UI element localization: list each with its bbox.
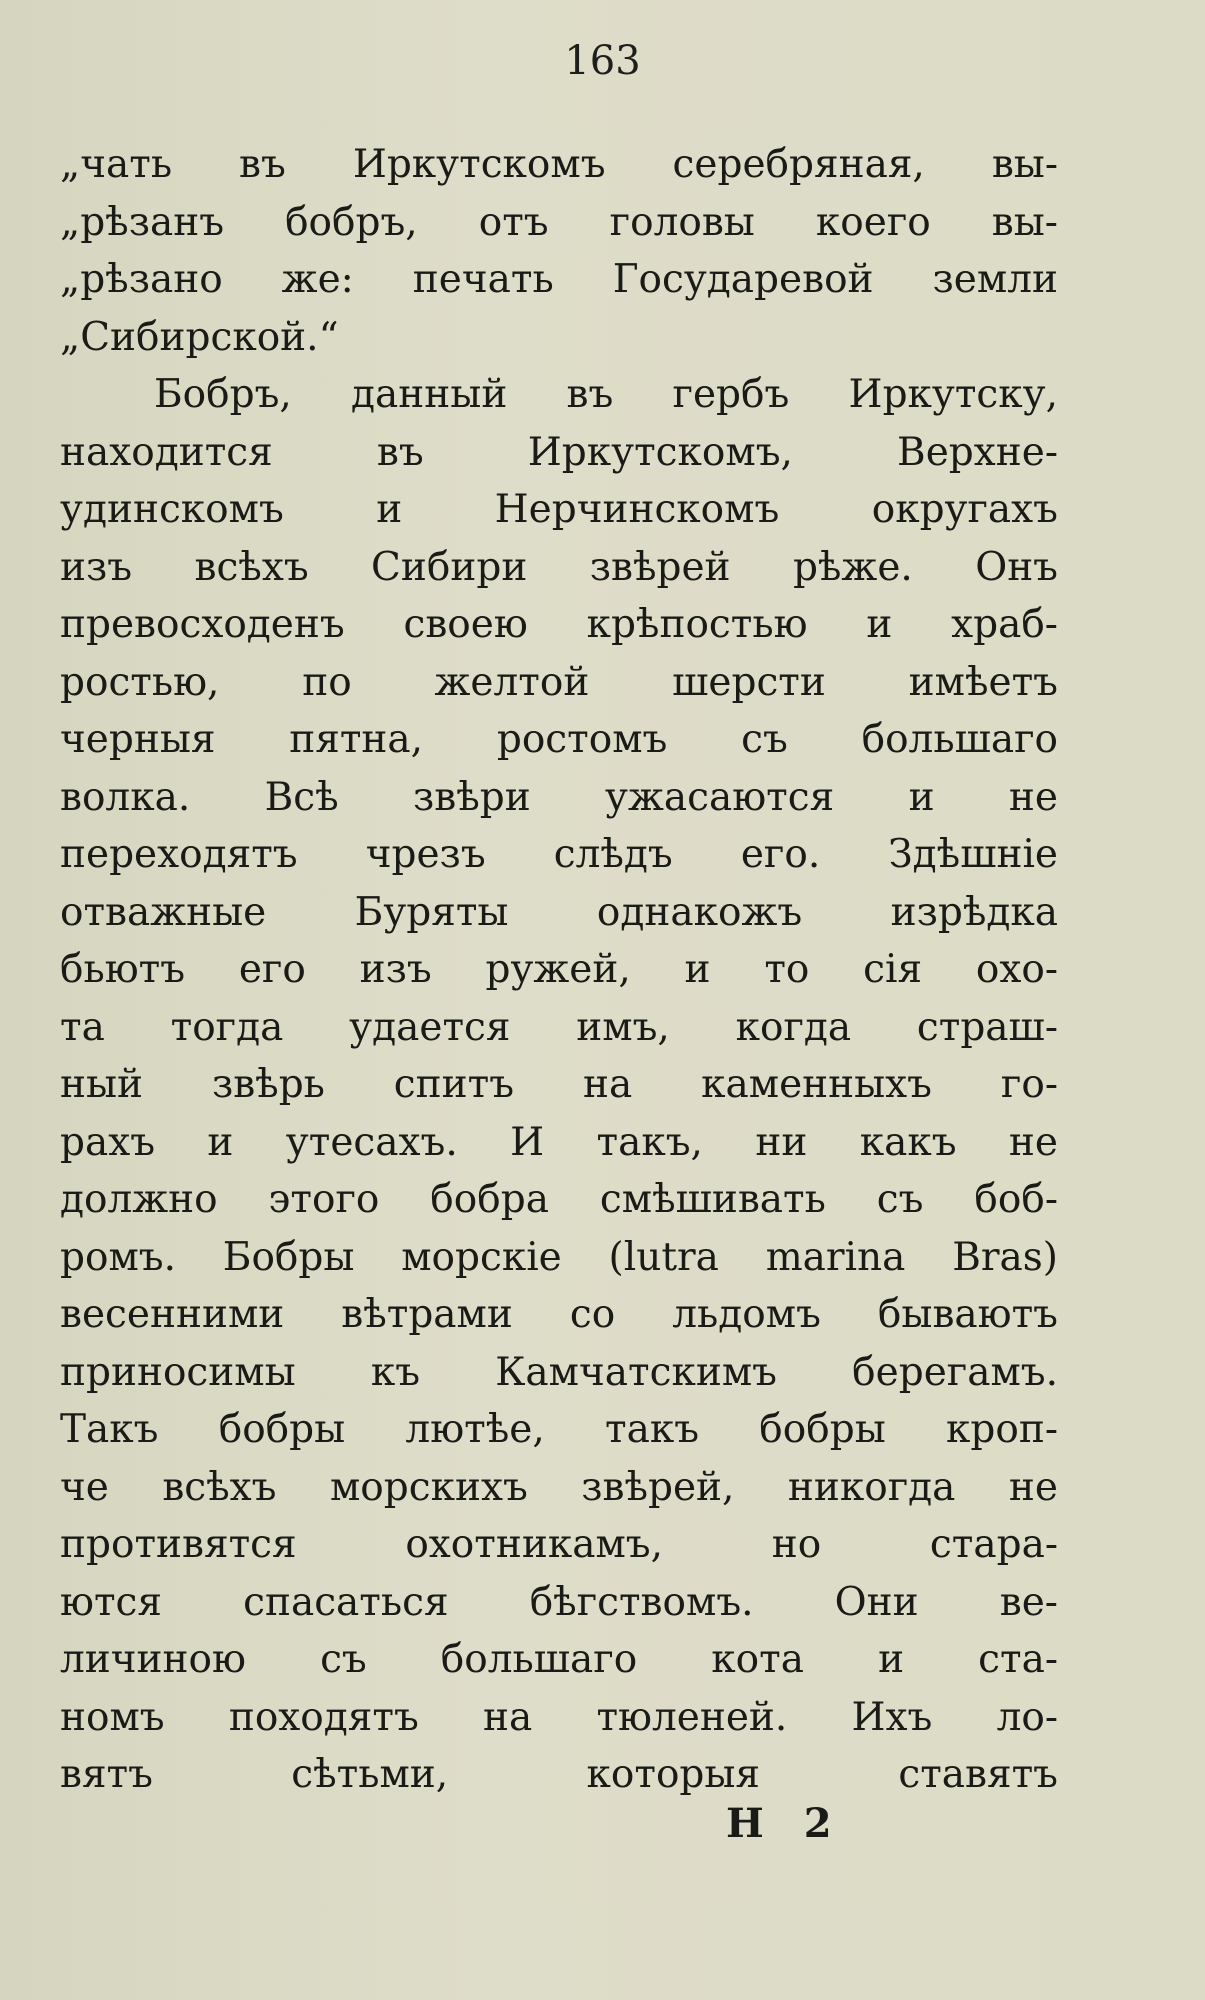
text-line: че всѣхъ морскихъ звѣрей, никогда не [60,1464,1058,1510]
text-line: вятъ сѣтьми, которыя ставятъ [60,1752,1058,1797]
text-line: противятся охотникамъ, но стара- [60,1522,1058,1567]
text-line: приносимы къ Камчатскимъ берегамъ. [60,1349,1058,1395]
text-line: ный звѣрь спитъ на каменныхъ го- [60,1062,1058,1107]
text-line: номъ походятъ на тюленей. Ихъ ло- [60,1694,1058,1740]
text-line: Такъ бобры лютѣе, такъ бобры кроп- [60,1407,1058,1452]
text-line: рахъ и утесахъ. И такъ, ни какъ не [60,1119,1058,1165]
text-line: находится въ Иркутскомъ, Верхне- [60,429,1058,475]
text-line: ются спасаться бѣгствомъ. Они ве- [60,1579,1058,1625]
text-line: волка. Всѣ звѣри ужасаются и не [60,774,1058,820]
text-line: удинскомъ и Нерчинскомъ округахъ [60,487,1058,532]
text-line: ростью, по желтой шерсти имѣетъ [60,659,1058,705]
text-line: „Сибирской.“ [60,314,339,360]
paragraph-first-line: Бобръ, данный въ гербъ Иркутску, [154,372,1058,417]
text-line: отважные Буряты однакожъ изрѣдка [60,889,1058,935]
text-line: изъ всѣхъ Сибири звѣрей рѣже. Онъ [60,544,1058,590]
text-line: превосходенъ своею крѣпостью и храб- [60,602,1058,647]
text-line: личиною съ большаго кота и ста- [60,1637,1058,1682]
text-line: переходятъ чрезъ слѣдъ его. Здѣшніе [60,832,1058,877]
text-line: та тогда удается имъ, когда страш- [60,1004,1058,1050]
text-line: черныя пятна, ростомъ съ большаго [60,717,1058,762]
text-line: весенними вѣтрами со льдомъ бываютъ [60,1292,1058,1337]
text-line: бьютъ его изъ ружей, и то сія охо- [60,947,1058,992]
page-number: 163 [564,38,641,84]
signature-mark: Н 2 [726,1800,832,1847]
text-line: „рѣзано же: печать Государевой земли [60,257,1058,302]
text-line: „рѣзанъ бобръ, отъ головы коего вы- [60,199,1058,245]
text-line: должно этого бобра смѣшивать съ боб- [60,1177,1058,1222]
body-text [60,136,1058,1804]
text-line: „чать въ Иркутскомъ серебряная, вы- [60,142,1058,187]
text-line: ромъ. Бобры морскіе (lutra marina Bras) [60,1234,1058,1280]
